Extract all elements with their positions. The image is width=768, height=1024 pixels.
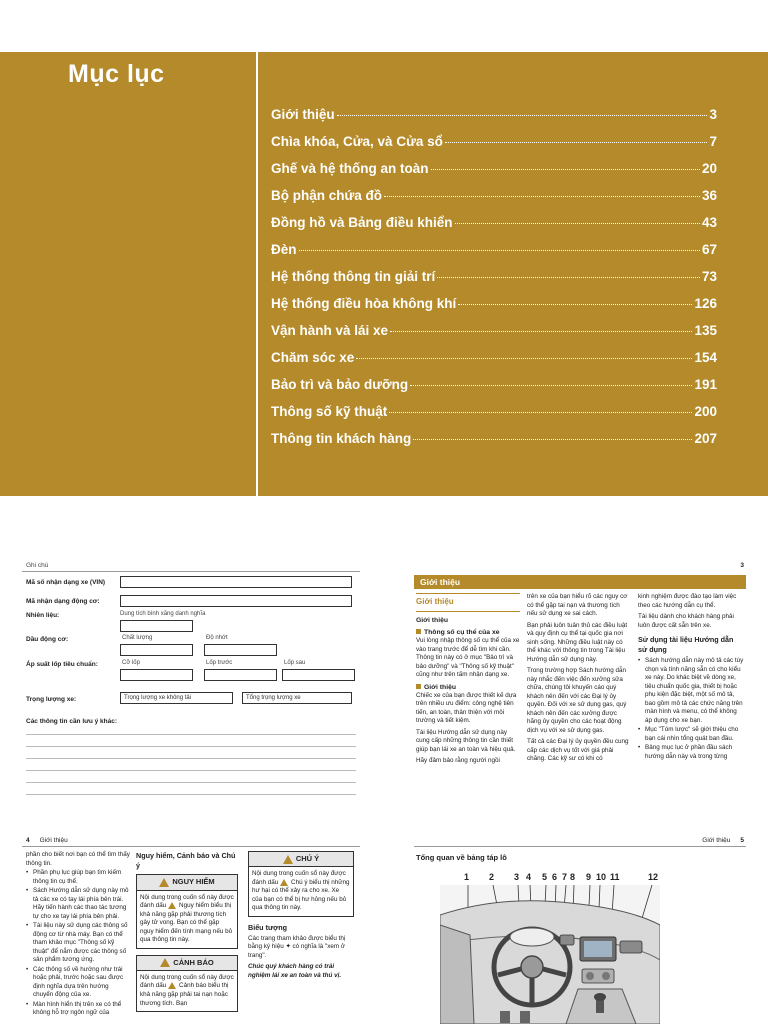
warning-triangle-icon [280,879,288,886]
callout-number: 3 [514,872,520,882]
tire-size-field[interactable] [120,669,193,681]
paragraph: Hãy đảm bảo rằng người ngồi [416,757,500,765]
paragraph: Tất cả các Đại lý ủy quyền đều cung cấp các dịch vụ tốt với giá phải chăng. Các kỹ sư có khi có [527,738,629,762]
list-item: • Mục "Tóm lược" sẽ giới thiệu cho bạn cái nhìn tổng quát ban đầu. [638,726,744,743]
vin-label: Mã số nhận dạng xe (VIN) [26,579,106,586]
tire-rear-field[interactable] [282,669,355,681]
bullet-list [638,657,744,761]
warning-triangle-icon [168,982,176,989]
column-1 [26,851,130,1019]
column-1 [416,593,520,769]
toc-banner [0,52,768,496]
toc-entry-label: Bộ phận chứa đồ [271,188,383,203]
toc-entry-label: Ghế và hệ thống an toàn [271,161,429,176]
page-number: 4 [26,837,30,844]
list-item: • Tài liệu này sử dụng các thông số động cơ từ nhà máy. Bạn có thể tham khảo mục "Thông số kỹ thuật" để nắm được các thông số sản phẩm tương ứng. [26,922,130,965]
closing-text: Chúc quý khách hàng có trải nghiệm lái xe an toàn và thú vị. [248,963,342,979]
toc-entry-page: 73 [701,269,717,284]
toc-leader-dots [384,196,700,197]
caution-body: Nội dung trong cuốn sổ này được đánh dấu Chú ý biểu thị những hư hại có thể xảy ra cho xe. Xe của bạn có thể bị hư hỏng nếu bỏ qua thông tin này. [252,870,350,912]
header-rule [22,571,360,572]
notes-header: Ghi chú [26,562,49,569]
toc-entry[interactable] [271,269,717,296]
toc-entry-page: 154 [694,350,717,365]
oil-quality-field[interactable] [120,644,193,656]
fuel-sublabel: Dung tích bình xăng danh nghĩa [120,611,206,617]
callout-number: 11 [610,872,620,882]
list-item: • Sách Hướng dẫn sử dụng này mô tả các xe có tay lái phía bên trái. Hãy tiến hành các thao tác tương tự cho xe tay lái phía bên phải. [26,887,130,921]
column-3 [638,593,744,762]
toc-entry-page: 191 [694,377,717,392]
note-line [26,758,356,759]
engine-id-field[interactable] [120,595,352,607]
callout-number: 2 [489,872,495,882]
column-2 [527,593,631,767]
toc-entry-label: Thông tin khách hàng [271,431,412,446]
toc-leader-dots [410,385,692,386]
toc-entry-label: Chìa khóa, Cửa, và Cửa sổ [271,134,443,149]
danger-box [136,874,238,948]
toc-entry[interactable] [271,323,717,350]
toc-entry[interactable] [271,431,717,458]
toc-entry-page: 3 [709,107,717,122]
callout-number: 6 [552,872,558,882]
note-line [26,770,356,771]
oil-viscosity-field[interactable] [204,644,277,656]
toc-entry[interactable] [271,134,717,161]
vin-field[interactable] [120,576,352,588]
toc-entry-page: 200 [694,404,717,419]
page-header [702,837,744,844]
toc-leader-dots [413,439,692,440]
paragraph: Trong trường hợp Sách hướng dẫn này nhắc đến việc đến xưởng sửa chữa, chúng tôi khuyến cáo quý khách nên đến với các Đại lý ủy quyền. Đối với xe sử dụng gas, quý khách nên đến các xưởng được hãng ủy quyền cho các hoạt động dịch vụ với xe sử dụng gas. [527,667,627,734]
toc-entry-label: Thông số kỹ thuật [271,404,388,419]
toc-entry[interactable] [271,404,717,431]
toc-entry[interactable] [271,188,717,215]
subheading: Sử dụng tài liệu Hướng dẫn sử dụng [638,635,734,654]
page-5 [414,835,746,1024]
toc-entry-page: 20 [701,161,717,176]
weight-empty-field[interactable]: Trọng lượng xe không tải [120,692,233,704]
tire-front-label: Lốp trước [206,660,233,666]
toc-entry-label: Vận hành và lái xe [271,323,389,338]
tire-size-label: Cỡ lốp [122,660,140,666]
paragraph: Các trang tham khảo được biểu thị bằng ký hiệu ✦ có nghĩa là "xem ở trang". [248,934,346,959]
oil-viscosity-label: Độ nhớt [206,635,228,641]
toc-entry-page: 135 [694,323,717,338]
danger-body: Nội dung trong cuốn sổ này được đánh dấu Nguy hiểm biểu thị khả năng gặp phải thương tích gây tử vong. Bạn có thể gặp nguy hiểm đến tính mạng nếu bỏ qua thông tin này. [140,893,234,944]
callout-number: 7 [562,872,568,882]
paragraph: Vui lòng nhập thông số cụ thể của xe vào trang trước để dễ tìm khi cần. Thông tin này có ở mục "Bảo trì và bảo dưỡng" và "Thông số kỹ thuật" cũng như trên tấm nhận dạng xe. [416,637,520,679]
paragraph: Tài liệu Hướng dẫn sử dụng này cung cấp những thông tin cần thiết giúp bạn lái xe an toàn và hiệu quả. [416,728,516,753]
bullet-list [26,851,130,1018]
tire-front-field[interactable] [204,669,277,681]
square-bullet-icon [416,684,421,689]
column-3 [248,851,354,983]
callout-number: 10 [596,872,607,882]
toc-divider [256,52,258,496]
paragraph: kinh nghiệm được đào tạo làm việc theo các hướng dẫn cụ thể. [638,593,737,609]
fuel-label: Nhiên liệu: [26,612,60,619]
toc-title: Mục lục [68,60,165,88]
page-number: 5 [740,837,744,844]
oil-label: Dầu động cơ: [26,636,69,643]
section-heading: Giới thiệu [416,597,454,606]
warning-box [136,955,238,1012]
toc-entry[interactable] [271,377,717,404]
oil-quality-label: Chất lượng [122,635,153,641]
toc-entry-page: 7 [709,134,717,149]
engine-id-label: Mã nhận dạng động cơ: [26,598,100,605]
toc-entry-label: Hệ thống thông tin giải trí [271,269,436,284]
chapter-band: Giới thiệu [414,575,746,589]
toc-entry-page: 207 [694,431,717,446]
toc-entry-label: Chăm sóc xe [271,350,355,365]
toc-entry-label: Đồng hồ và Bảng điều khiển [271,215,453,230]
toc-entry-label: Giới thiệu [271,107,335,122]
callout-numbers [414,872,746,884]
header-rule [22,846,360,847]
callout-number: 4 [526,872,532,882]
toc-leader-dots [431,169,700,170]
paragraph: trên xe của bạn hiểu rõ các nguy cơ có thể gặp tai nạn và thương tích nếu sử dụng xe sai cách. [527,593,628,617]
toc-leader-dots [337,115,708,116]
subheading: Giới thiệu [416,616,449,624]
list-item: • Phần phụ lục giúp bạn tìm kiếm thông tin cụ thể. [26,869,130,886]
caution-box [248,851,354,917]
dashboard-illustration [440,885,660,1024]
tire-label: Áp suất lốp tiêu chuẩn: [26,661,98,668]
warning-triangle-icon [160,958,170,967]
toc-leader-dots [389,412,692,413]
subheading: Nguy hiểm, Cảnh báo và Chú ý [136,851,236,870]
subheading: Biểu tượng [248,922,288,932]
list-item: • Bảng mục lục ở phần đầu sách hướng dẫn này và trong từng [638,744,744,761]
callout-number: 1 [464,872,470,882]
toc-leader-dots [299,250,700,251]
warning-triangle-icon [159,878,169,887]
toc-leader-dots [356,358,692,359]
header-rule [414,846,746,847]
note-line [26,794,356,795]
toc-entry[interactable] [271,350,717,377]
toc-leader-dots [390,331,692,332]
toc-leader-dots [455,223,700,224]
warning-body: Nội dung trong cuốn sổ này được đánh dấu Cảnh báo biểu thị khả năng gặp phải tai nạn hoặc thương tích. Bạn [140,973,234,1007]
toc-entry-page: 43 [701,215,717,230]
weight-label: Trọng lượng xe: [26,696,77,703]
figure-title: Tổng quan về bảng táp lô [416,853,507,862]
toc-leader-dots [458,304,692,305]
list-item: • Màn hình hiển thị trên xe có thể không hỗ trợ ngôn ngữ của [26,1001,130,1018]
fuel-field[interactable] [120,620,193,632]
section-name: Giới thiệu [702,837,731,844]
list-item: phần cho biết nơi bạn có thể tìm thấy thông tin. [26,851,130,867]
section-name: Giới thiệu [39,837,68,844]
toc-entry-label: Đèn [271,242,297,257]
warning-header: CẢNH BÁO [137,956,237,971]
toc-leader-dots [445,142,708,143]
subsection-title: Thông số cụ thể của xe [416,628,520,637]
paragraph: Tài liệu dành cho khách hàng phải luôn được cất sẵn trên xe. [638,613,734,629]
toc-entry-label: Bảo trì và bảo dưỡng [271,377,409,392]
note-line [26,734,356,735]
warning-triangle-icon [283,855,293,864]
toc-entry[interactable] [271,161,717,188]
list-item: • Các thông số về hướng như trái hoặc phải, trước hoặc sau được định nghĩa dựa trên hướng chuyển động của xe. [26,966,130,1000]
caution-header: CHÚ Ý [249,852,353,867]
other-info-label: Các thông tin cần lưu ý khác: [26,718,118,725]
toc-list [271,107,717,458]
toc-entry-label: Hệ thống điều hòa không khí [271,296,457,311]
callout-number: 12 [648,872,659,882]
page-number: 3 [740,562,744,569]
column-2 [136,851,238,1012]
toc-entry[interactable] [271,296,717,323]
paragraph: Chiếc xe của bạn được thiết kế dựa trên nhiều ưu điểm: công nghệ tiên tiến, an toàn, thân thiện với môi trường và tiết kiệm. [416,691,517,725]
callout-number: 8 [570,872,576,882]
page-4 [22,835,360,1024]
note-line [26,746,356,747]
weight-total-field[interactable]: Tổng trọng lượng xe [242,692,352,704]
list-item: • Sách hướng dẫn này mô tả các tùy chọn và tính năng sẵn có cho kiểu xe này. Do khác biệt về dòng xe, tiêu chuẩn quốc gia, thiết bị hoặc phụ kiện đặc biệt, một số mô tả, bao gồm mô tả các chức năng trên màn hình và menu, có thể không áp dụng cho xe bạn. [638,657,744,725]
subsection-title: Giới thiệu [416,683,520,692]
toc-entry-page: 126 [694,296,717,311]
callout-number: 5 [542,872,548,882]
page-3 [414,560,746,805]
paragraph: Bạn phải luôn tuân thủ các điều luật và quy định cụ thể tại quốc gia nơi sinh sống. Những điều luật này có thể khác với thông tin trong Tài liệu Hướng dẫn sử dụng này. [527,621,628,663]
warning-triangle-icon [168,902,176,909]
tire-rear-label: Lốp sau [284,660,306,666]
square-bullet-icon [416,629,421,634]
notes-page [22,560,360,805]
callout-number: 9 [586,872,592,882]
toc-entry[interactable] [271,242,717,269]
toc-leader-dots [437,277,700,278]
toc-entry-page: 67 [701,242,717,257]
note-line [26,782,356,783]
danger-header: NGUY HIỂM [137,875,237,890]
toc-entry-page: 36 [701,188,717,203]
toc-entry[interactable] [271,215,717,242]
toc-entry[interactable] [271,107,717,134]
page-header [26,837,68,846]
